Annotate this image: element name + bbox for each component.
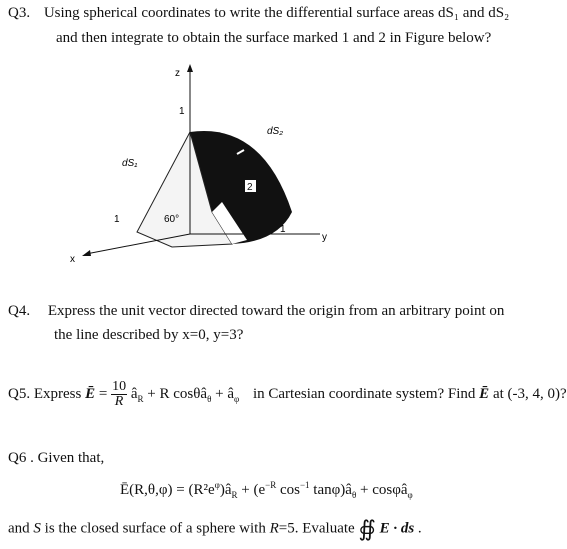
q6-integrand: E · ds <box>379 520 415 537</box>
q6-eq-t2: + (e <box>241 482 266 498</box>
x-tick-label: 1 <box>114 214 120 225</box>
q6-eq-lhs: Ē(R,θ,φ) = <box>120 482 185 498</box>
q6-eq-t5: + cosφâ <box>360 482 408 498</box>
x-label: x <box>70 254 75 265</box>
q4-line1: Express the unit vector directed toward the origin from an arbitrary point on <box>47 303 505 319</box>
q6-eq-t4: tanφ)â <box>313 482 352 498</box>
q5-fraction <box>111 380 127 409</box>
q5-eq: = <box>98 385 108 402</box>
q5-den: R <box>114 394 124 409</box>
q6-line <box>8 516 422 542</box>
q6-integral-symbol: ∯ <box>358 516 376 541</box>
q3-line2: and then integrate to obtain the surface marked 1 and 2 in Figure below? <box>56 30 492 46</box>
ds2-label: dS₂ <box>267 126 284 137</box>
q5-post: in Cartesian coordinate system? Find <box>252 385 476 402</box>
q5-term1: â <box>130 385 138 402</box>
q6-r: R <box>269 520 279 537</box>
q6-s: S <box>33 520 41 537</box>
q6-eq: =5. Evaluate <box>278 520 355 537</box>
x-arrow <box>82 250 91 256</box>
z-arrow <box>187 64 193 72</box>
q6-period: . <box>417 520 422 537</box>
q6-and: and <box>8 520 30 537</box>
q5-pre: Express <box>33 385 82 402</box>
q6-equation: Ē(R,θ,φ) = $(R^2e^\varphi)â_R + (e^{-R}$ $\cos^{-1}$ $\tan\varphi)â_\theta$ + cosφâ$_\varphi$ <box>120 480 413 500</box>
q3-label: Q3. <box>8 5 31 21</box>
z-tick-label: 1 <box>179 106 185 117</box>
q5-post2: at (-3, 4, 0)? <box>492 385 567 402</box>
q3-line1: Using spherical coordinates to write the differential surface areas dS₁ and dS₂ <box>43 5 510 21</box>
q6-eq-t1: (R²e <box>188 482 215 498</box>
q5-term-last: + â <box>215 385 235 402</box>
y-label: y <box>322 232 327 243</box>
q6-label: Q6 . <box>8 450 34 466</box>
z-label: z <box>175 68 180 79</box>
q4-line2: the line described by x=0, y=3? <box>54 327 244 343</box>
q3-block <box>8 5 509 22</box>
q6-eq-t3: cos <box>279 482 300 498</box>
q4-block <box>8 303 504 320</box>
y-tick-label: 1 <box>280 224 286 235</box>
q5-e-symbol: Ē <box>85 385 96 402</box>
surface-2-label: 2 <box>247 182 253 193</box>
ds1-label: dS₁ <box>122 158 138 169</box>
spherical-figure <box>62 62 362 282</box>
q4-label: Q4. <box>8 303 31 319</box>
q5-num: 10 <box>112 379 127 394</box>
q6-block <box>8 450 104 467</box>
q5-e-symbol-2: Ē <box>479 385 490 402</box>
q5-term-rest: + R cosθâ <box>147 385 208 402</box>
angle-label: 60° <box>164 214 180 225</box>
q5-label: Q5. <box>8 385 31 402</box>
q5-block: Q5. Express Ē = $\frac{10}{R}$ $â_R + R$ cosθâ$_\theta$ + $â_\varphi$ in Cartesian coordinate system? Find Ē at (-3, 4, 0)? <box>8 379 567 409</box>
q6-given: Given that, <box>37 450 105 466</box>
q6-rest: is the closed surface of a sphere with <box>44 520 266 537</box>
